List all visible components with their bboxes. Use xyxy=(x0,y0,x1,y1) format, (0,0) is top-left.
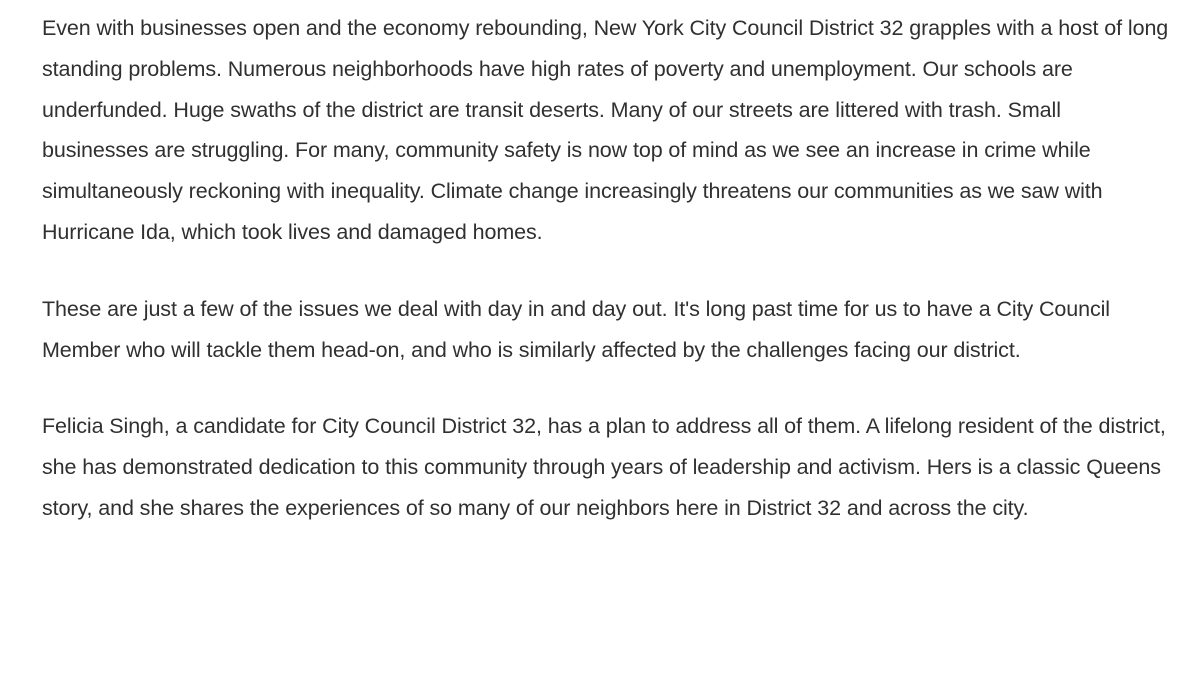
article-paragraph-1: Even with businesses open and the economy rebounding, New York City Council District 32 grapples with a host of long standing problems. Numerous neighborhoods have high rates of poverty and unemployment. Our schools are underfunded. Huge swaths of the district are transit deserts. Many of our streets are littered with trash. Small businesses are struggling. For many, community safety is now top of mind as we see an increase in crime while simultaneously reckoning with inequality. Climate change increasingly threatens our communities as we saw with Hurricane Ida, which took lives and damaged homes. xyxy=(42,16,1169,244)
article-paragraph-2: These are just a few of the issues we deal with day in and day out. It's long past time for us to have a City Council Member who will tackle them head-on, and who is similarly affected by the challenges facing our district. xyxy=(42,296,1110,362)
article-body xyxy=(42,8,1172,529)
article-paragraph-3: Felicia Singh, a candidate for City Council District 32, has a plan to address all of them. A lifelong resident of the district, she has demonstrated dedication to this community through years of leadership and activism. Hers is a classic Queens story, and she shares the experiences of so many of our neighbors here in District 32 and across the city. xyxy=(42,414,1166,520)
